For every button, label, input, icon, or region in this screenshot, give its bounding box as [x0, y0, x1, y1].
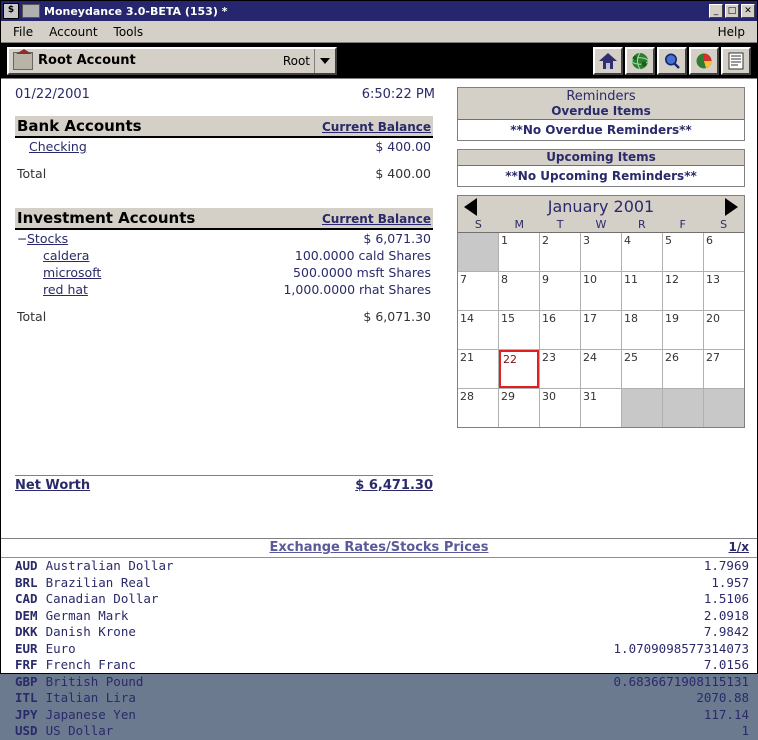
currency-name: French Franc: [45, 657, 136, 672]
minimize-button[interactable]: _: [709, 4, 723, 18]
menu-file[interactable]: File: [13, 24, 34, 39]
report-icon[interactable]: [721, 47, 751, 75]
calendar-day-28[interactable]: 28: [458, 389, 498, 427]
next-month-arrow-icon[interactable]: [725, 198, 738, 216]
calendar-empty-cell: [622, 389, 662, 427]
investment-accounts-header: [15, 208, 433, 230]
security-row-caldera[interactable]: [15, 247, 433, 264]
chevron-down-icon[interactable]: [314, 49, 335, 73]
exchange-rate-row[interactable]: [1, 657, 757, 674]
calendar-day-9[interactable]: 9: [540, 272, 580, 310]
currency-name: Euro: [45, 640, 76, 656]
current-date: 01/22/2001: [15, 87, 90, 102]
investment-accounts-section: [15, 208, 433, 325]
calendar-day-10[interactable]: 10: [581, 272, 621, 310]
bank-accounts-header: [15, 116, 433, 138]
exchange-rate-row[interactable]: [1, 674, 757, 691]
security-shares: 100.0000 cald Shares: [294, 248, 431, 263]
currency-rate-value: 1.0709098577314073: [613, 640, 749, 656]
currency-code: DEM: [15, 607, 38, 623]
toolbar-buttons: [593, 47, 757, 75]
calendar-empty-cell: [704, 389, 744, 427]
security-name[interactable]: microsoft: [43, 265, 102, 280]
calendar-day-25[interactable]: 25: [622, 350, 662, 388]
currency-rate-value: 2.0918: [703, 607, 749, 623]
dow-wednesday: W: [595, 218, 607, 231]
calendar-day-8[interactable]: 8: [499, 272, 539, 310]
account-name[interactable]: Checking: [29, 139, 87, 154]
currency-name: Canadian Dollar: [45, 591, 159, 606]
security-name[interactable]: red hat: [43, 282, 88, 297]
maximize-button[interactable]: □: [725, 4, 739, 18]
exchange-rates-title: Exchange Rates/Stocks Prices: [269, 540, 489, 555]
exchange-rate-row[interactable]: [1, 591, 757, 608]
currency-rate-value: 117.14: [703, 706, 749, 722]
tool-bar: [1, 43, 757, 79]
exchange-rate-row[interactable]: [1, 707, 757, 724]
currency-rate-value: 1.7969: [703, 558, 749, 573]
calendar-day-19[interactable]: 19: [663, 311, 703, 349]
title-bar: [1, 1, 757, 21]
collapse-icon[interactable]: −: [17, 231, 28, 246]
house-icon: [13, 52, 33, 70]
home-icon[interactable]: [593, 47, 623, 75]
calendar-day-2[interactable]: 2: [540, 233, 580, 271]
exchange-rate-currency: [15, 608, 128, 625]
app-icon: $: [3, 3, 19, 19]
net-worth-label: Net Worth: [15, 478, 91, 493]
currency-name: Danish Krone: [45, 624, 136, 639]
currency-code: AUD: [15, 558, 38, 573]
currency-code: JPY: [15, 706, 38, 722]
currency-code: CAD: [15, 591, 38, 606]
exchange-rate-currency: [15, 591, 158, 608]
exchange-rates-panel: [1, 538, 757, 738]
overdue-items-header: Overdue Items: [458, 104, 744, 120]
calendar-empty-cell: [663, 389, 703, 427]
investment-accounts-title: Investment Accounts: [17, 209, 196, 227]
menu-help[interactable]: Help: [717, 24, 745, 39]
window-menu-icon[interactable]: [22, 4, 40, 18]
calendar-day-4[interactable]: 4: [622, 233, 662, 271]
currency-rate-value: 1: [741, 723, 749, 738]
overdue-reminders-message: **No Overdue Reminders**: [458, 120, 744, 140]
calendar-day-11[interactable]: 11: [622, 272, 662, 310]
exchange-rate-row[interactable]: [1, 641, 757, 658]
calendar-day-14[interactable]: 14: [458, 311, 498, 349]
dow-tuesday: T: [556, 218, 564, 231]
calendar-day-7[interactable]: 7: [458, 272, 498, 310]
account-balance: $ 400.00: [375, 139, 431, 154]
calendar-day-17[interactable]: 17: [581, 311, 621, 349]
account-row-checking[interactable]: [15, 138, 433, 155]
overdue-reminders-box: [457, 87, 745, 141]
currency-rate-value: 1.957: [711, 574, 749, 590]
calendar-widget: [457, 195, 745, 428]
bank-total-label: Total: [17, 166, 47, 181]
currency-name: German Mark: [45, 607, 129, 623]
bank-balance-header[interactable]: Current Balance: [321, 120, 431, 134]
currency-name: British Pound: [45, 673, 144, 689]
exchange-rate-currency: [15, 707, 136, 724]
menu-tools[interactable]: Tools: [113, 24, 144, 39]
upcoming-reminders-message: **No Upcoming Reminders**: [458, 166, 744, 186]
currency-code: DKK: [15, 624, 38, 639]
calendar-day-30[interactable]: 30: [540, 389, 580, 427]
calendar-day-20[interactable]: 20: [704, 311, 744, 349]
calendar-month-label: January 2001: [547, 197, 655, 216]
exchange-rate-row[interactable]: [1, 624, 757, 641]
exchange-rate-currency: [15, 624, 136, 641]
reminders-calendar-pane: [451, 79, 751, 534]
window-controls: [709, 4, 755, 18]
calendar-day-1[interactable]: 1: [499, 233, 539, 271]
calendar-day-headers: [458, 218, 744, 233]
current-time: 6:50:22 PM: [361, 87, 435, 102]
calendar-day-16[interactable]: 16: [540, 311, 580, 349]
currency-rate-value: 7.9842: [703, 624, 749, 639]
currency-code: GBP: [15, 673, 38, 689]
prev-month-arrow-icon[interactable]: [464, 198, 477, 216]
bank-total-row: [15, 165, 433, 182]
exchange-rate-currency: [15, 690, 136, 707]
currency-code: ITL: [15, 690, 38, 705]
currency-name: Japanese Yen: [45, 706, 136, 722]
calendar-day-31[interactable]: 31: [581, 389, 621, 427]
pie-chart-icon[interactable]: [689, 47, 719, 75]
dow-friday: F: [679, 218, 686, 231]
globe-icon[interactable]: [625, 47, 655, 75]
account-selector-label: Root Account: [38, 53, 136, 68]
calendar-day-18[interactable]: 18: [622, 311, 662, 349]
dow-thursday: R: [638, 218, 646, 231]
dow-sunday: S: [474, 218, 482, 231]
search-icon[interactable]: [657, 47, 687, 75]
exchange-rates-list: [1, 558, 757, 740]
calendar-grid: [458, 233, 744, 427]
exchange-rate-row[interactable]: [1, 558, 757, 575]
currency-rate-value: 1.5106: [703, 591, 749, 606]
calendar-day-24[interactable]: 24: [581, 350, 621, 388]
account-row-stocks[interactable]: [15, 230, 433, 247]
calendar-day-26[interactable]: 26: [663, 350, 703, 388]
investment-balance-header[interactable]: Current Balance: [321, 212, 431, 226]
invert-rates-link[interactable]: 1/x: [728, 540, 749, 554]
close-button[interactable]: ✕: [741, 4, 755, 18]
bank-accounts-section: [15, 116, 433, 182]
calendar-day-21[interactable]: 21: [458, 350, 498, 388]
security-shares: 500.0000 msft Shares: [293, 265, 431, 280]
menu-bar: [1, 21, 757, 43]
currency-code: USD: [15, 723, 38, 738]
investment-total-value: $ 6,071.30: [363, 309, 431, 324]
security-row-microsoft[interactable]: [15, 264, 433, 281]
account-balance: $ 6,071.30: [363, 231, 431, 246]
calendar-day-23[interactable]: 23: [540, 350, 580, 388]
calendar-header: [458, 196, 744, 218]
exchange-rate-currency: [15, 674, 143, 691]
net-worth-row: [15, 475, 433, 493]
security-name[interactable]: caldera: [43, 248, 90, 263]
upcoming-items-header: Upcoming Items: [458, 150, 744, 166]
calendar-day-12[interactable]: 12: [663, 272, 703, 310]
calendar-day-29[interactable]: 29: [499, 389, 539, 427]
currency-code: BRL: [15, 574, 38, 590]
menu-account[interactable]: Account: [49, 24, 98, 39]
currency-name: Brazilian Real: [45, 574, 151, 590]
account-summary-pane: [1, 79, 447, 534]
currency-name: Australian Dollar: [45, 558, 174, 573]
window-title: Moneydance 3.0-BETA (153) *: [44, 4, 228, 18]
exchange-rate-row[interactable]: [1, 723, 757, 740]
account-selector-value: Root: [282, 53, 310, 68]
currency-code: EUR: [15, 640, 38, 656]
calendar-day-13[interactable]: 13: [704, 272, 744, 310]
currency-rate-value: 0.6836671908115131: [613, 673, 749, 689]
exchange-rate-row[interactable]: [1, 608, 757, 625]
calendar-day-22[interactable]: 22: [499, 350, 539, 388]
security-shares: 1,000.0000 rhat Shares: [283, 282, 431, 297]
bank-total-value: $ 400.00: [375, 166, 431, 181]
investment-total-label: Total: [17, 309, 47, 324]
exchange-rate-currency: [15, 641, 76, 658]
date-time-row: [1, 79, 447, 106]
exchange-rate-row[interactable]: [1, 575, 757, 592]
calendar-day-5[interactable]: 5: [663, 233, 703, 271]
investment-total-row: [15, 308, 433, 325]
dow-saturday: S: [720, 218, 728, 231]
currency-rate-value: 2070.88: [696, 690, 749, 705]
exchange-rates-header: [1, 539, 757, 558]
upcoming-reminders-box: [457, 149, 745, 187]
exchange-rate-row[interactable]: [1, 690, 757, 707]
currency-code: FRF: [15, 657, 38, 672]
account-selector[interactable]: [7, 47, 337, 75]
security-row-redhat[interactable]: [15, 281, 433, 298]
exchange-rate-currency: [15, 558, 174, 575]
main-content: [1, 79, 757, 738]
net-worth-value: $ 6,471.30: [355, 478, 433, 493]
currency-rate-value: 7.0156: [703, 657, 749, 672]
calendar-day-15[interactable]: 15: [499, 311, 539, 349]
dow-monday: M: [514, 218, 525, 231]
exchange-rate-currency: [15, 657, 136, 674]
currency-name: US Dollar: [45, 723, 114, 738]
calendar-day-3[interactable]: 3: [581, 233, 621, 271]
calendar-day-27[interactable]: 27: [704, 350, 744, 388]
exchange-rate-currency: [15, 723, 113, 740]
reminders-title: Reminders: [566, 89, 636, 104]
calendar-empty-cell: [458, 233, 498, 271]
account-name[interactable]: Stocks: [27, 231, 69, 246]
calendar-day-6[interactable]: 6: [704, 233, 744, 271]
bank-accounts-title: Bank Accounts: [17, 117, 142, 135]
currency-name: Italian Lira: [45, 690, 136, 705]
exchange-rate-currency: [15, 575, 151, 592]
